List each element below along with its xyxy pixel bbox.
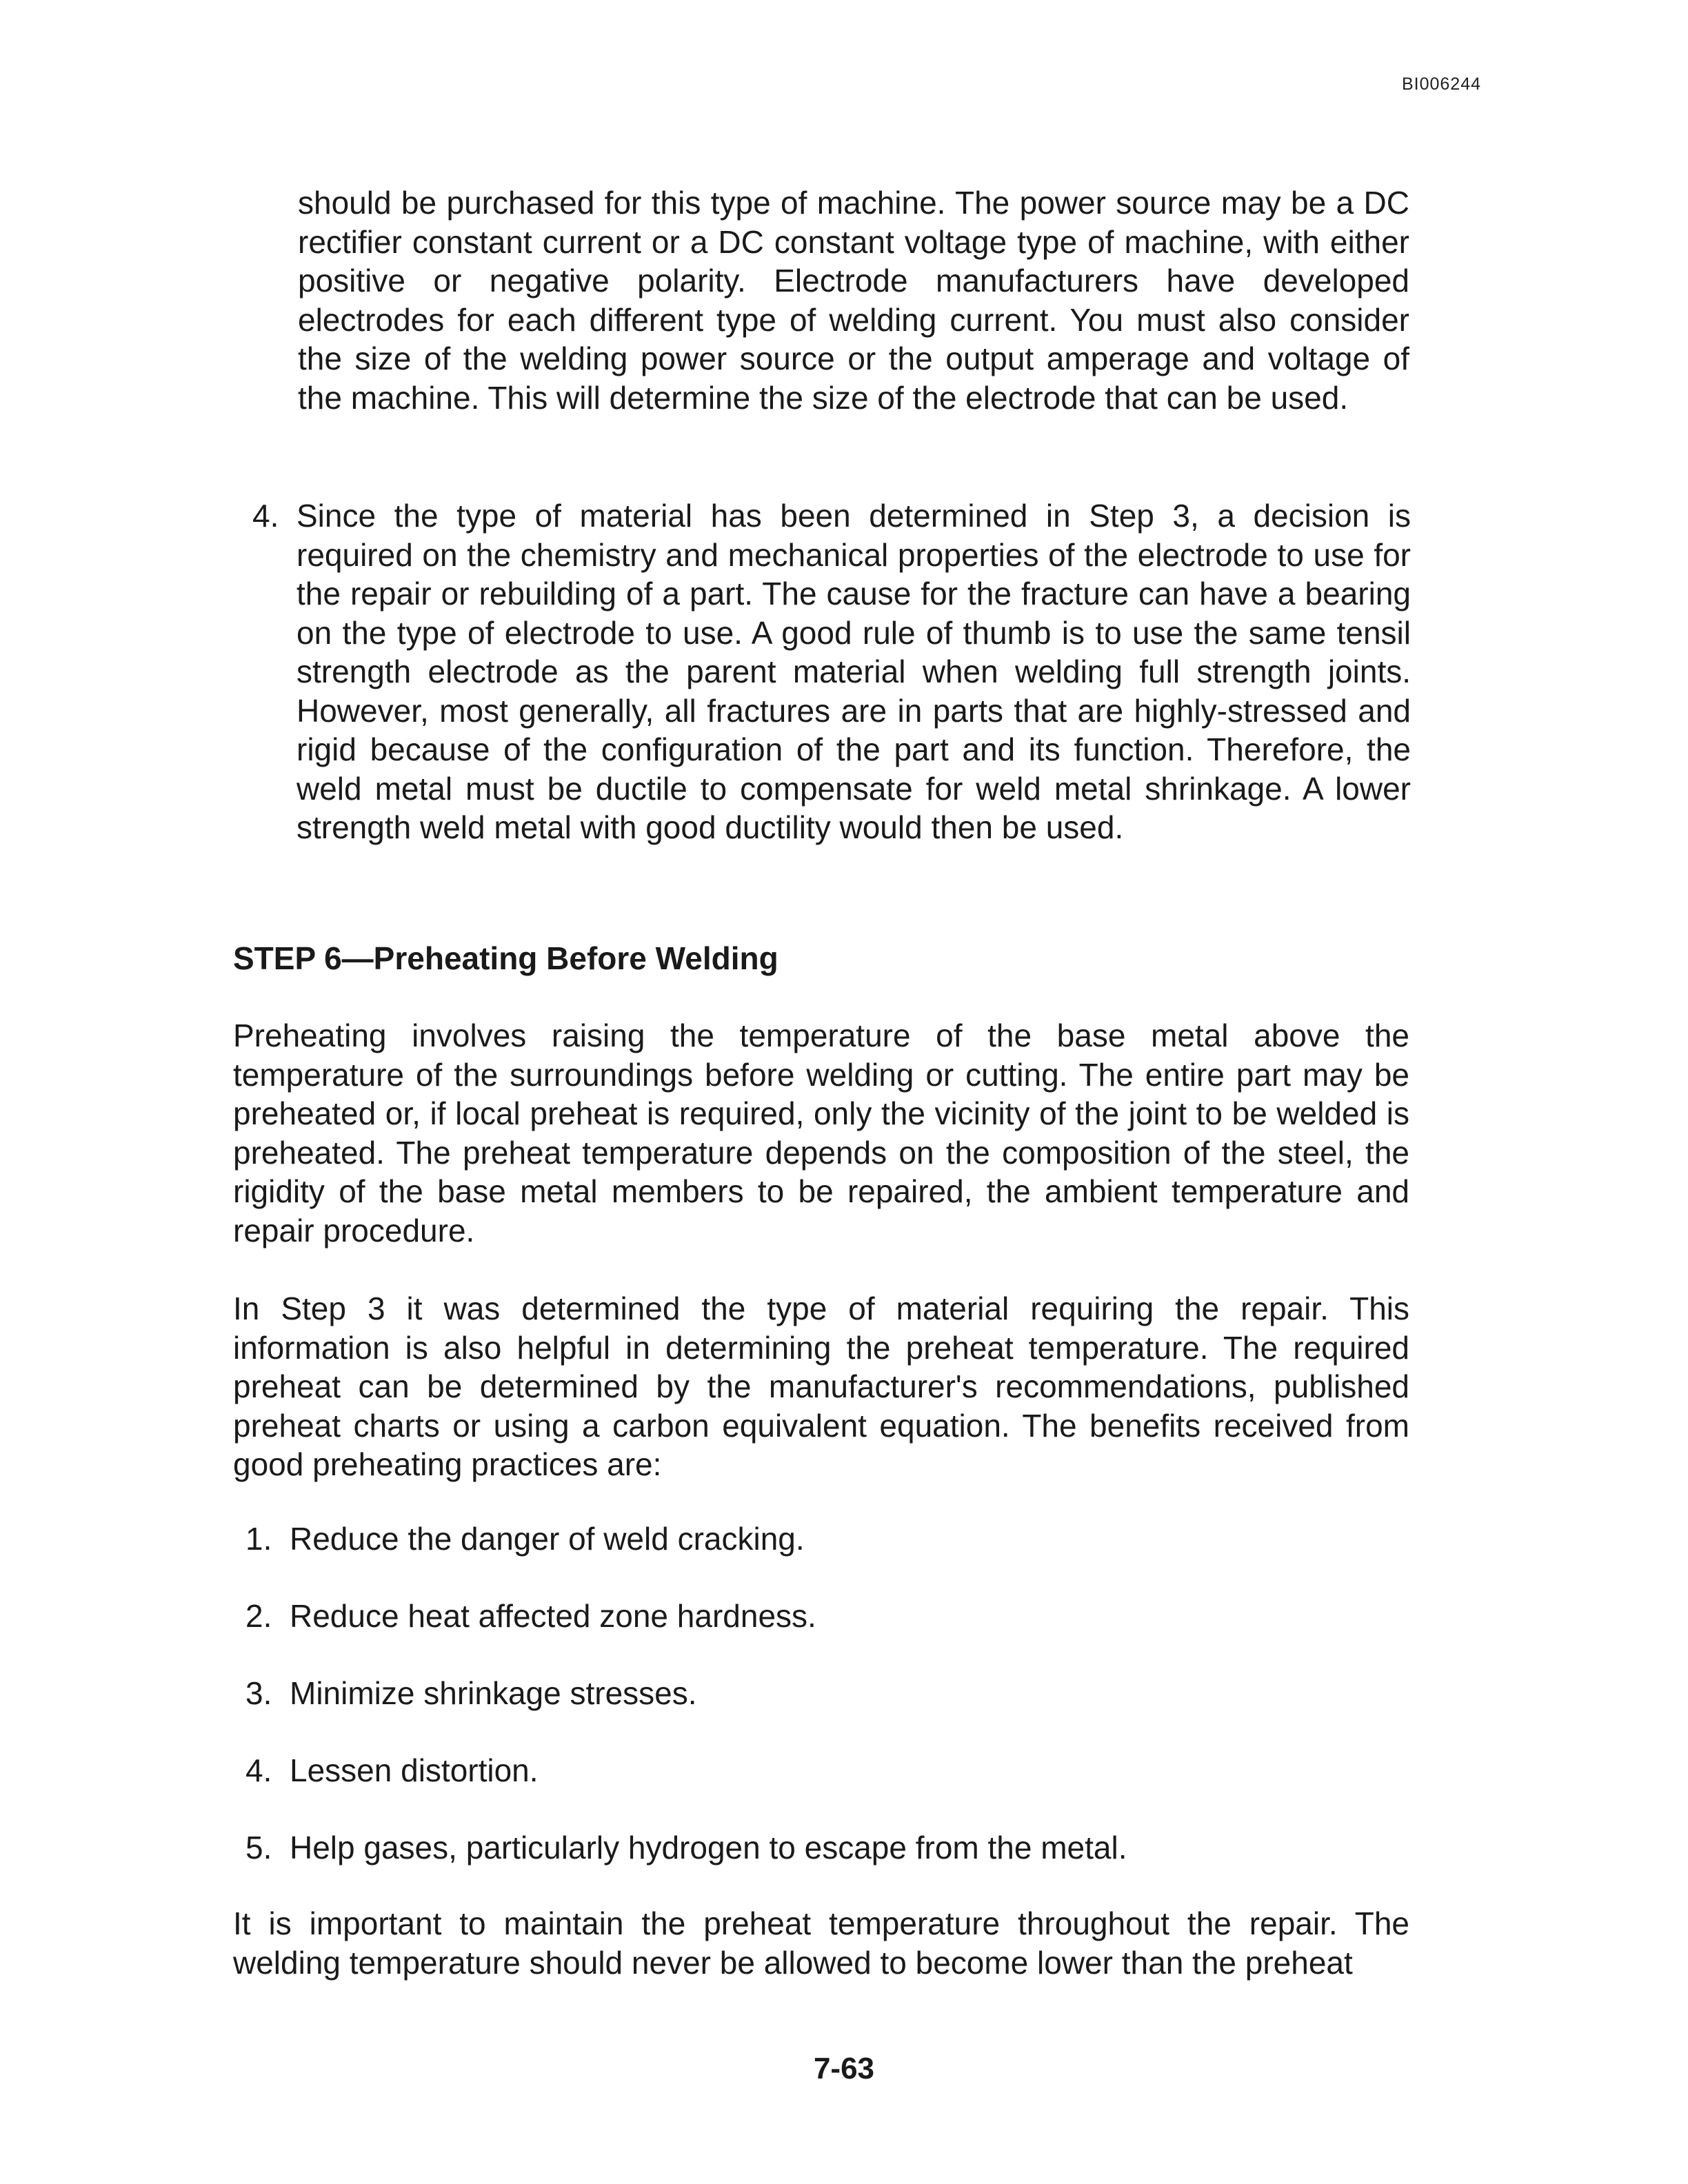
benefit-item-1 <box>245 1519 805 1558</box>
benefit-number: 3. <box>245 1675 272 1711</box>
page-number: 7-63 <box>813 2052 875 2085</box>
benefit-text: Lessen distortion. <box>290 1752 539 1788</box>
benefit-item-3 <box>245 1674 697 1712</box>
list-item-number: 4. <box>252 498 279 534</box>
benefit-text: Help gases, particularly hydrogen to escape from the metal. <box>290 1830 1127 1866</box>
paragraph-preheating-definition: Preheating involves raising the temperature of the base metal above the temperature of the surroundings before welding or cutting. The entire part may be preheated or, if local preheat is required, only the vicinity of the joint to be welded is preheated. The preheat temperature depends on the composition of the steel, the rigidity of the base metal members to be repaired, the ambient temperature and repair procedure. <box>233 1018 1409 1248</box>
section-heading: STEP 6—Preheating Before Welding <box>233 940 778 976</box>
benefit-item-5 <box>245 1828 1127 1867</box>
benefit-number: 5. <box>245 1830 272 1866</box>
benefit-item-2 <box>245 1597 816 1635</box>
benefit-number: 1. <box>245 1521 272 1557</box>
benefit-item-4 <box>245 1751 539 1790</box>
benefit-number: 2. <box>245 1598 272 1634</box>
benefit-text: Reduce heat affected zone hardness. <box>290 1598 816 1634</box>
list-item-4 <box>252 496 1411 847</box>
benefit-text: Reduce the danger of weld cracking. <box>290 1521 805 1557</box>
document-id: BI006244 <box>1401 74 1481 94</box>
continued-paragraph: should be purchased for this type of machine. The power source may be a DC rectifier constant current or a DC constant voltage type of machine, with either positive or negative polarity. Electrode manufacturers have developed electrodes for each different type of welding current. You must also consider the size of the welding power source or the output amperage and voltage of the machine. This will determine the size of the electrode that can be used. <box>298 185 1409 416</box>
benefit-number: 4. <box>245 1752 272 1788</box>
paragraph-maintain-preheat: It is important to maintain the preheat temperature throughout the repair. The welding temperature should never be allowed to become lower than the preheat <box>233 1905 1409 1981</box>
benefit-text: Minimize shrinkage stresses. <box>290 1675 697 1711</box>
list-item-text: Since the type of material has been determined in Step 3, a decision is required on the chemistry and mechanical properties of the electrode to use for the repair or rebuilding of a part. The cause for the fracture can have a bearing on the type of electrode to use. A good rule of thumb is to use the same tensil strength electrode as the parent material when welding full strength joints. However, most generally, all fractures are in parts that are highly-stressed and rigid because of the configuration of the part and its function. Therefore, the weld metal must be ductile to compensate for weld metal shrinkage. A lower strength weld metal with good ductility would then be used. <box>297 498 1411 845</box>
paragraph-preheat-determination: In Step 3 it was determined the type of material requiring the repair. This information is also helpful in determining the preheat temperature. The required preheat can be determined by the manufacturer's recommendations, published preheat charts or using a carbon equivalent equation. The benefits received from good preheating practices are: <box>233 1291 1409 1482</box>
